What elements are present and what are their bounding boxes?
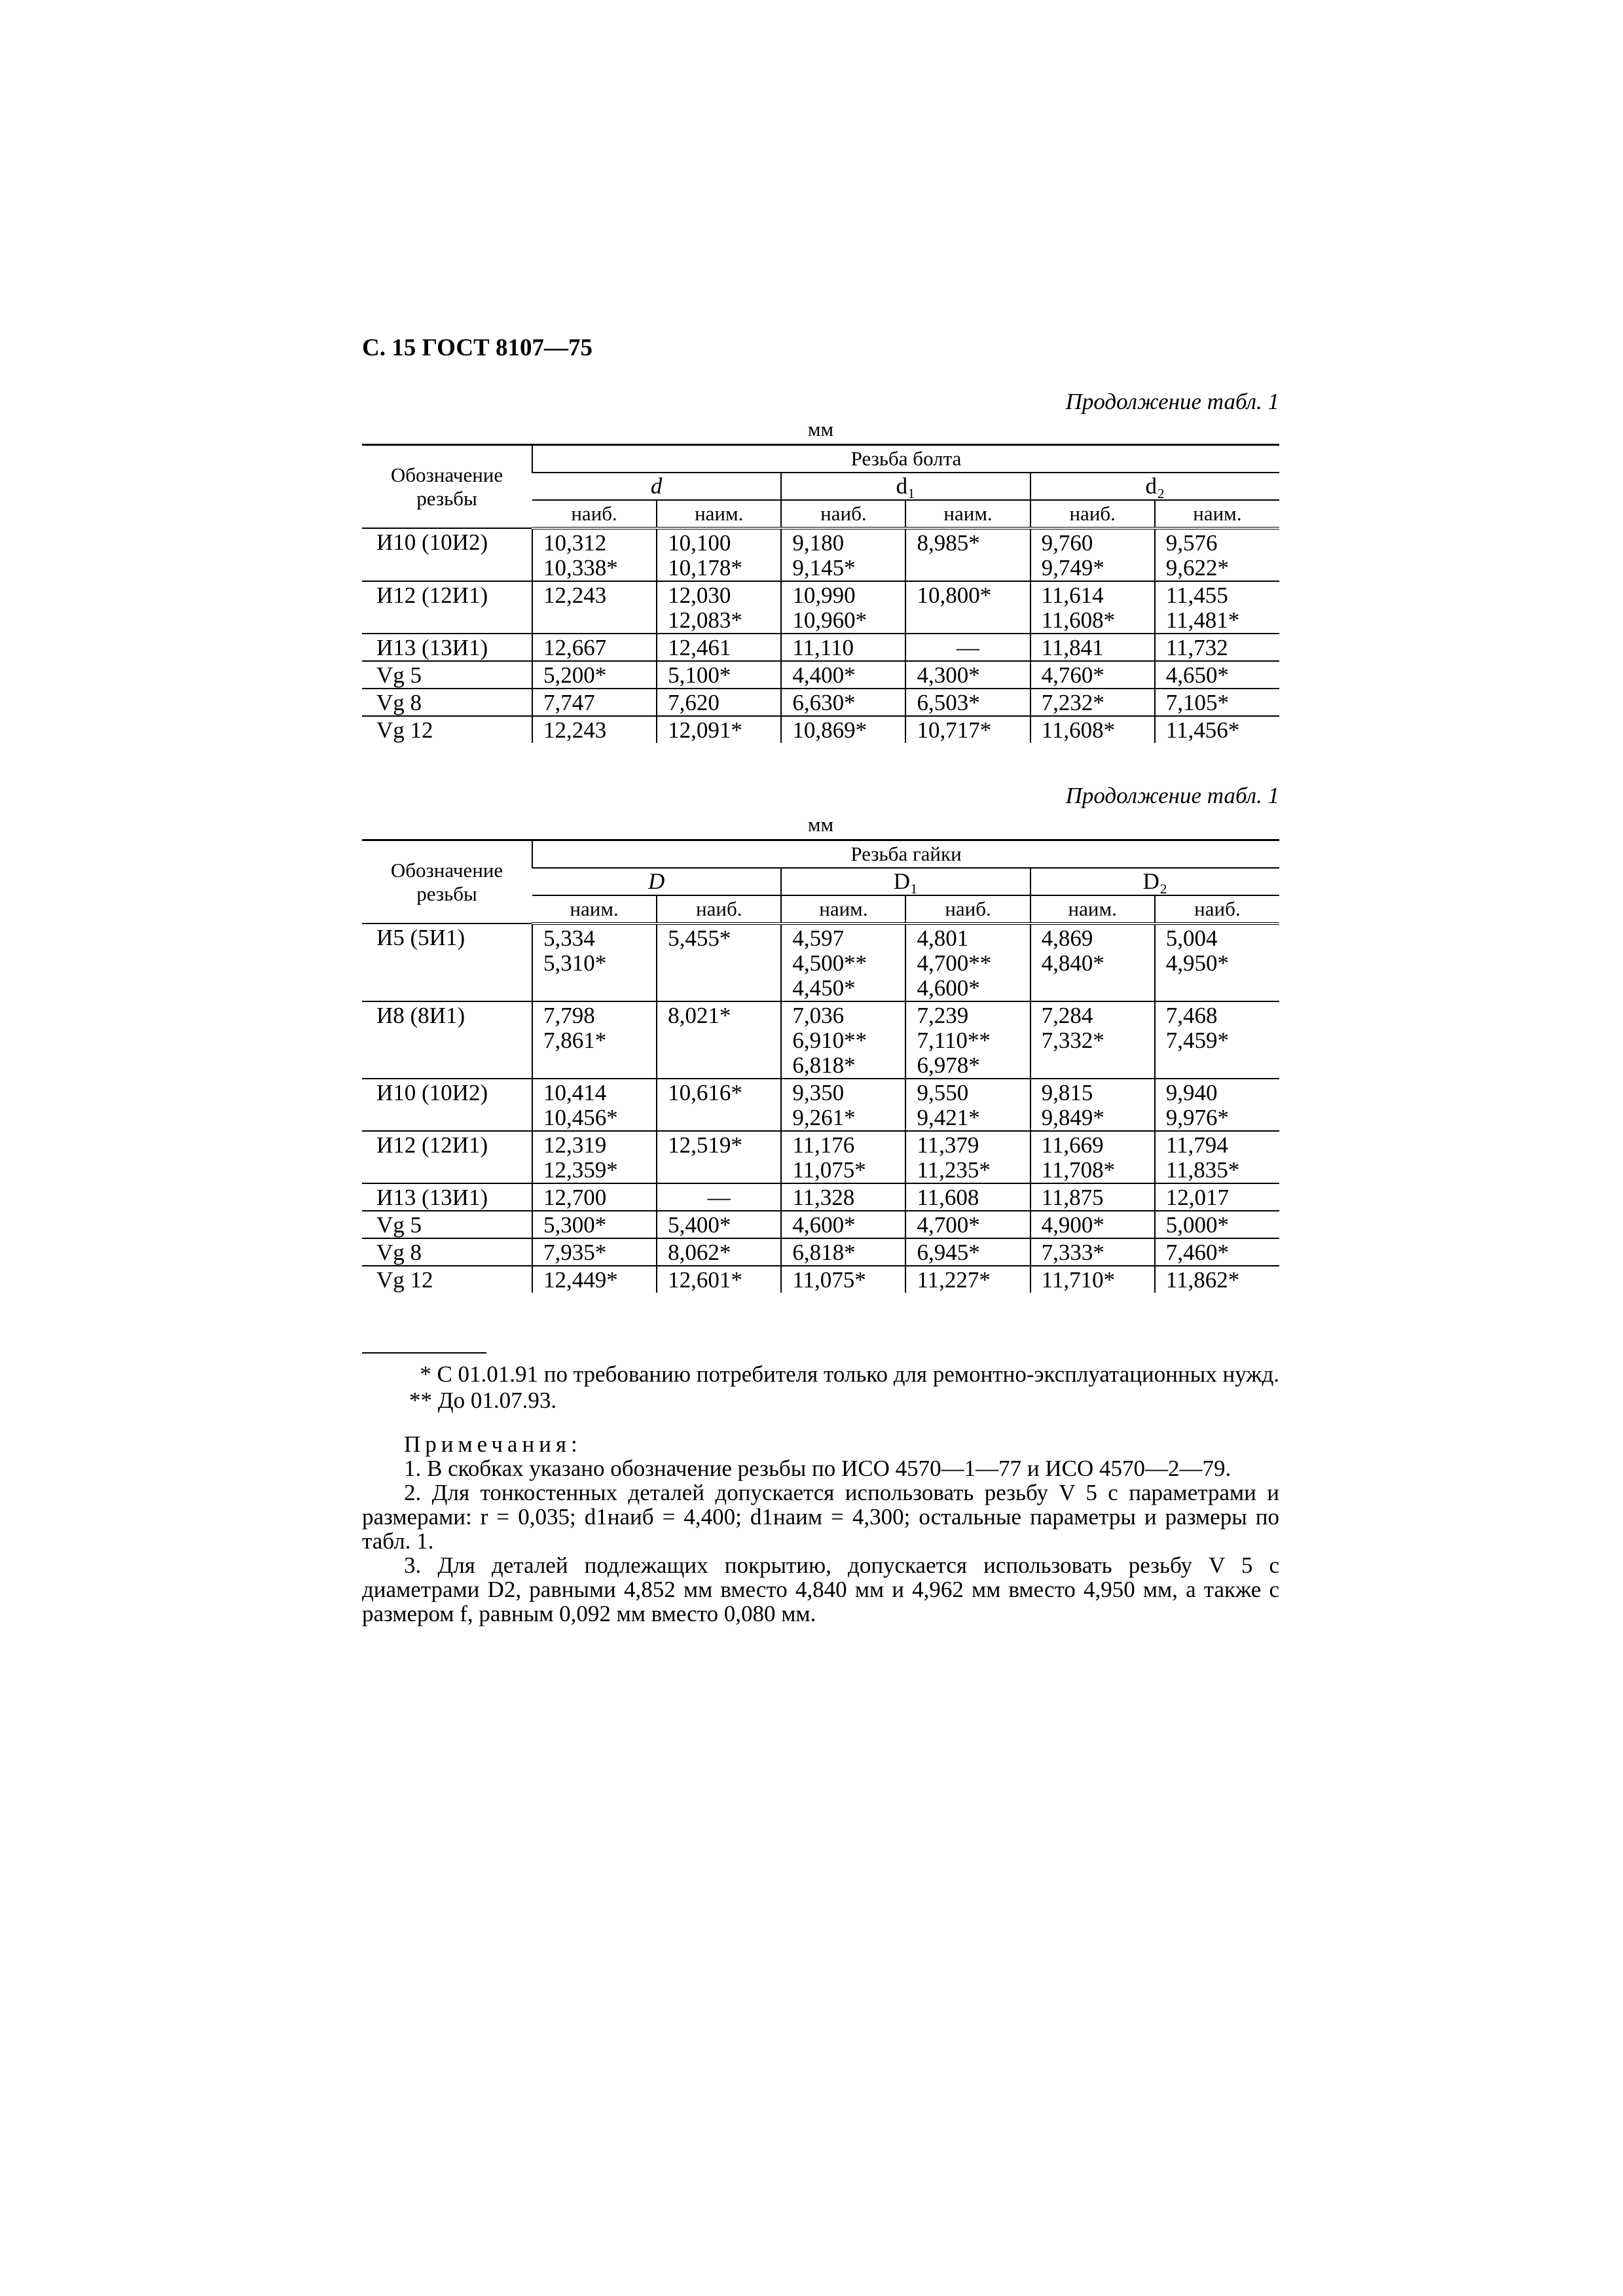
table-cell: 9,180 9,145* [781,528,905,581]
table-cell: 11,379 11,235* [905,1131,1030,1183]
table-cell: 4,869 4,840* [1030,924,1155,1001]
table2-continuation: Продолжение табл. 1 [1065,783,1279,808]
table-cell: 11,075* [781,1266,905,1293]
notes-title: Примечания: [404,1431,582,1457]
table-cell: 10,616* [657,1079,781,1131]
table-row [362,1238,1279,1266]
table-cell: 11,608 [905,1183,1030,1211]
table-cell: 11,614 11,608* [1030,581,1155,634]
table-cell: 5,100* [657,661,781,689]
table-cell: 11,455 11,481* [1155,581,1279,634]
thread-designation: Vg 8 [362,689,532,716]
table-cell: 6,818* [781,1238,905,1266]
table-row [362,1211,1279,1238]
table-cell: 12,319 12,359* [532,1131,657,1183]
table1-body [362,528,1279,743]
table-cell: 4,801 4,700** 4,600* [905,924,1030,1001]
table-cell: 5,004 4,950* [1155,924,1279,1001]
table-cell: 11,110 [781,634,905,661]
table-cell: 7,105* [1155,689,1279,716]
table-cell: 9,760 9,749* [1030,528,1155,581]
note-1: 1. В скобках указано обозначение резьбы по ИСО 4570—1—77 и ИСО 4570—2—79. [404,1456,1231,1481]
table-cell: 10,312 10,338* [532,528,657,581]
subcol: наим. [1155,500,1279,528]
table-cell: 12,030 12,083* [657,581,781,634]
table-cell: — [657,1183,781,1211]
footnote-1: * С 01.01.91 по требованию потребителя только для ремонтно-эксплуатационных нужд. [420,1361,1279,1387]
table-cell: 12,449* [532,1266,657,1293]
table-cell: 9,940 9,976* [1155,1079,1279,1131]
table-row [362,716,1279,743]
thread-designation: Vg 12 [362,1266,532,1293]
table-cell: 5,200* [532,661,657,689]
table-cell: 7,036 6,910** 6,818* [781,1001,905,1079]
table-cell: 4,600* [781,1211,905,1238]
table-cell: 9,350 9,261* [781,1079,905,1131]
table-row [362,1183,1279,1211]
table-cell: 12,243 [532,716,657,743]
table-cell: 11,176 11,075* [781,1131,905,1183]
col-group-d: d [532,473,781,500]
table-cell: 7,747 [532,689,657,716]
table-cell: 7,284 7,332* [1030,1001,1155,1079]
row-header: Обозначение резьбы [362,445,532,529]
table-row [362,661,1279,689]
table-row [362,924,1279,1001]
row-header: Обозначение резьбы [362,840,532,924]
table-cell: 11,841 [1030,634,1155,661]
table-cell: 10,990 10,960* [781,581,905,634]
table-cell: 9,815 9,849* [1030,1079,1155,1131]
col-group-D: D [532,868,781,895]
table-cell: 11,875 [1030,1183,1155,1211]
table-row [362,1266,1279,1293]
table2 [362,839,1279,1293]
table-cell: 11,456* [1155,716,1279,743]
table-cell: 4,300* [905,661,1030,689]
group-label: Резьба гайки [532,840,1279,869]
table-cell: 11,608* [1030,716,1155,743]
thread-designation: Vg 5 [362,661,532,689]
table-row [362,1001,1279,1079]
table-cell: 12,601* [657,1266,781,1293]
table-row [362,528,1279,581]
note-3: 3. Для деталей подлежащих покрытию, допускается использовать резьбу V 5 с диаметрами D2, равными 4,852 мм вместо 4,840 мм и 4,962 мм вместо 4,950 мм, а также с размером f, равным 0,092 мм вместо 0,080 мм. [362,1552,1279,1626]
table-cell: 11,669 11,708* [1030,1131,1155,1183]
note-2: 2. Для тонкостенных деталей допускается использовать резьбу V 5 с параметрами и размерами: r = 0,035; d1наиб = 4,400; d1наим = 4,300; остальные параметры и размеры по табл. 1. [362,1480,1279,1554]
table-row [362,689,1279,716]
table-cell: 4,760* [1030,661,1155,689]
table-cell: 11,794 11,835* [1155,1131,1279,1183]
table-row [362,581,1279,634]
table-cell: 6,630* [781,689,905,716]
footnote-2: ** До 01.07.93. [409,1388,557,1413]
thread-designation: И13 (13И1) [362,1183,532,1211]
notes-section [362,1432,1279,1626]
table-cell: 10,414 10,456* [532,1079,657,1131]
table-cell: 4,700* [905,1211,1030,1238]
table-cell: 11,732 [1155,634,1279,661]
subcol: наиб. [657,895,781,924]
table-cell: 7,620 [657,689,781,716]
table-cell: 11,862* [1155,1266,1279,1293]
subcol: наим. [1030,895,1155,924]
table-cell: 8,062* [657,1238,781,1266]
table1-continuation: Продолжение табл. 1 [1065,389,1279,414]
thread-designation: И13 (13И1) [362,634,532,661]
thread-designation: И8 (8И1) [362,1001,532,1079]
table-cell: 12,667 [532,634,657,661]
subcol: наиб. [905,895,1030,924]
col-group-D1: D₁ [781,868,1030,895]
table-cell: 7,460* [1155,1238,1279,1266]
thread-designation: И10 (10И2) [362,1079,532,1131]
table-cell: 12,700 [532,1183,657,1211]
table-row [362,634,1279,661]
thread-designation: И5 (5И1) [376,925,465,950]
table-cell: 7,239 7,110** 6,978* [905,1001,1030,1079]
table-cell: 8,021* [657,1001,781,1079]
col-group-D2: D₂ [1030,868,1279,895]
table-cell: 7,798 7,861* [532,1001,657,1079]
table2-body [362,924,1279,1293]
table-cell: 4,400* [781,661,905,689]
table-cell: 12,519* [657,1131,781,1183]
bolt-thread-table [362,416,1279,743]
table-cell: 5,400* [657,1211,781,1238]
subcol: наим. [781,895,905,924]
subcol: наиб. [532,500,657,528]
table-cell: 12,243 [532,581,657,634]
table-cell: 7,468 7,459* [1155,1001,1279,1079]
subcol: наим. [532,895,657,924]
table1-unit: мм [807,418,834,440]
col-group-d1: d₁ [781,473,1030,500]
page-header: С. 15 ГОСТ 8107—75 [362,334,593,361]
table-cell: 5,455* [657,924,781,1001]
subcol: наим. [657,500,781,528]
table-cell: 6,503* [905,689,1030,716]
table-cell: 9,550 9,421* [905,1079,1030,1131]
subcol: наиб. [1030,500,1155,528]
table-cell: 8,985* [905,528,1030,581]
group-label: Резьба болта [532,445,1279,473]
thread-designation: Vg 5 [362,1211,532,1238]
thread-designation: Vg 8 [362,1238,532,1266]
table-cell: 10,100 10,178* [657,528,781,581]
table-cell: 4,650* [1155,661,1279,689]
table-cell: 9,576 9,622* [1155,528,1279,581]
subcol: наим. [905,500,1030,528]
table-cell: 11,227* [905,1266,1030,1293]
table-cell: 10,869* [781,716,905,743]
subcol: наиб. [781,500,905,528]
table-cell: 5,334 5,310* [532,924,657,1001]
table-cell: 7,333* [1030,1238,1155,1266]
table-row [362,1131,1279,1183]
footnote-rule [362,1352,486,1354]
thread-designation: И10 (10И2) [376,529,488,555]
thread-designation: И12 (12И1) [362,581,532,634]
table-cell: 12,017 [1155,1183,1279,1211]
table2-unit: мм [807,813,834,836]
table1 [362,444,1279,743]
table-cell: 7,935* [532,1238,657,1266]
table-cell: 10,717* [905,716,1030,743]
table-cell: 10,800* [905,581,1030,634]
table-cell: 7,232* [1030,689,1155,716]
table-cell: 6,945* [905,1238,1030,1266]
table-cell: 5,000* [1155,1211,1279,1238]
table-cell: 12,461 [657,634,781,661]
table-cell: 11,710* [1030,1266,1155,1293]
table-row [362,1079,1279,1131]
subcol: наиб. [1155,895,1279,924]
thread-designation: Vg 12 [362,716,532,743]
table-cell: 12,091* [657,716,781,743]
thread-designation: И12 (12И1) [362,1131,532,1183]
table-cell: — [905,634,1030,661]
table-cell: 11,328 [781,1183,905,1211]
table-cell: 5,300* [532,1211,657,1238]
table-cell: 4,900* [1030,1211,1155,1238]
col-group-d2: d₂ [1030,473,1279,500]
table-cell: 4,597 4,500** 4,450* [781,924,905,1001]
nut-thread-table [362,812,1279,1293]
